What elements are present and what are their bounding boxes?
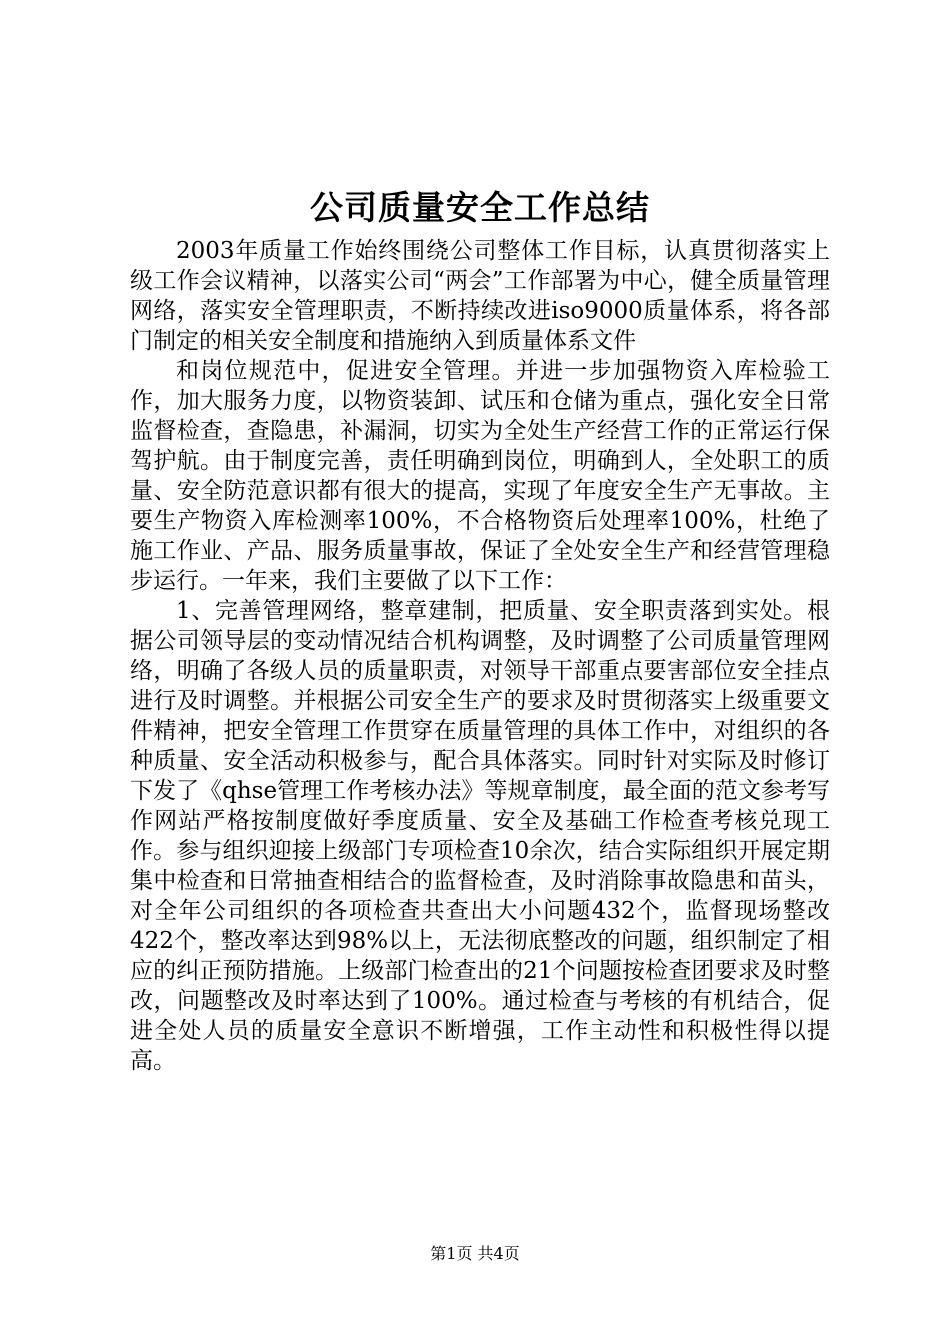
paragraph: 和岗位规范中，促进安全管理。并进一步加强物资入库检验工作，加大服务力度，以物资装卸、试压和仓储为重点，强化安全日常监督检查，查隐患，补漏洞，切实为全处生产经营工作的正常运行保驾护航。由于制度完善，责任明确到岗位，明确到人，全处职工的质量、安全防范意识都有很大的提高，实现了年度安全生产无事故。主要生产物资入库检测率100%，不合格物资后处理率100%，杜绝了施工作业、产品、服务质量事故，保证了全处安全生产和经营管理稳步运行。一年来，我们主要做了以下工作： — [130, 358, 830, 594]
paragraph: 1、完善管理网络，整章建制，把质量、安全职责落到实处。根据公司领导层的变动情况结合机构调整，及时调整了公司质量管理网络，明确了各级人员的质量职责，对领导干部重点要害部位安全挂点进行及时调整。并根据公司安全生产的要求及时贯彻落实上级重要文件精神，把安全管理工作贯穿在质量管理的具体工作中，对组织的各种质量、安全活动积极参与，配合具体落实。同时针对实际及时修订下发了《qhse管理工作考核办法》等规章制度，最全面的范文参考写作网站严格按制度做好季度质量、安全及基础工作检查考核兑现工作。参与组织迎接上级部门专项检查10余次，结合实际组织开展定期集中检查和日常抽查相结合的监督检查，及时消除事故隐患和苗头，对全年公司组织的各项检查共查出大小问题432个，监督现场整改422个，整改率达到98%以上，无法彻底整改的问题，组织制定了相应的纠正预防措施。上级部门检查出的21个问题按检查团要求及时整改，问题整改及时率达到了100%。通过检查与考核的有机结合，促进全处人员的质量安全意识不断增强，工作主动性和积极性得以提高。 — [130, 598, 830, 1074]
document-body — [130, 236, 830, 1076]
page-number-footer: 第1页 共4页 — [430, 1244, 520, 1263]
paragraph: 2003年质量工作始终围绕公司整体工作目标，认真贯彻落实上级工作会议精神，以落实公司“两会”工作部署为中心，健全质量管理网络，落实安全管理职责，不断持续改进iso9000质量体系，将各部门制定的相关安全制度和措施纳入到质量体系文件 — [130, 238, 830, 354]
document-title: 公司质量安全工作总结 — [310, 188, 650, 227]
